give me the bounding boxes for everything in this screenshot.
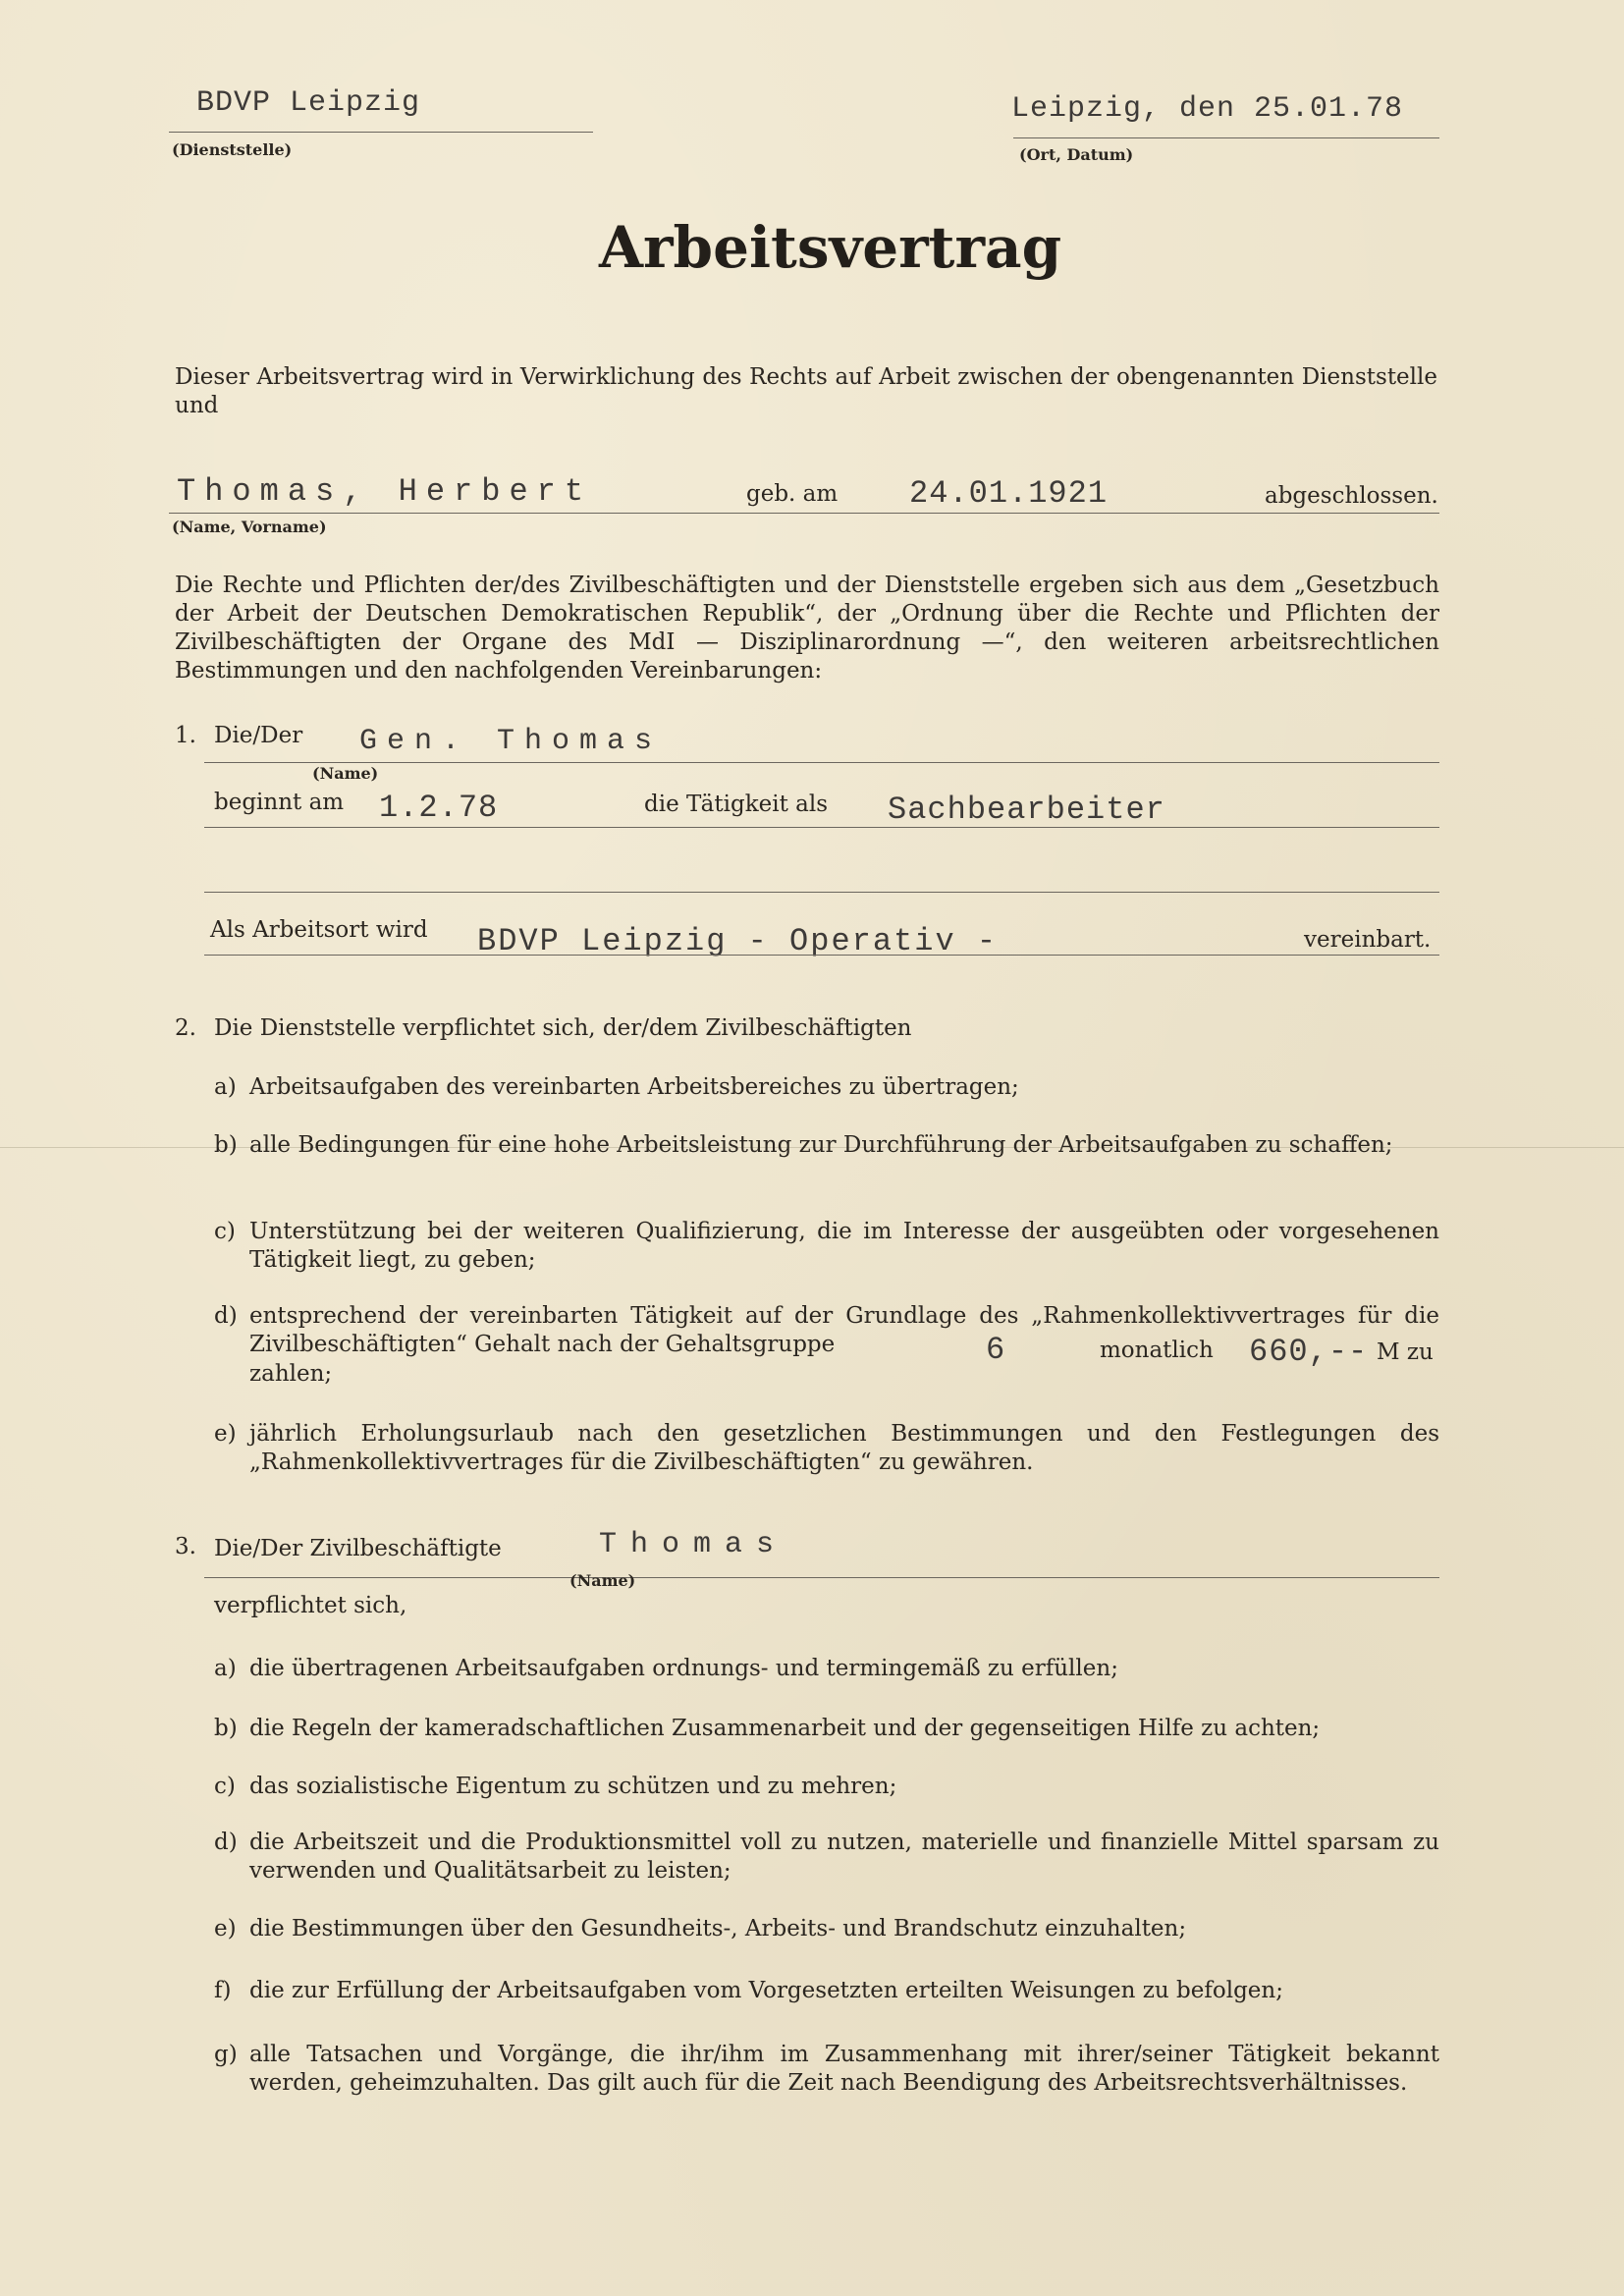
geb-label: geb. am [746, 481, 839, 507]
verpflichtet-text: verpflichtet sich, [214, 1593, 407, 1618]
arbeitsort-line [204, 955, 1439, 956]
vereinbart-text: vereinbart. [1304, 927, 1432, 953]
monatlich-text: monatlich [1100, 1338, 1214, 1363]
item-text: die zur Erfüllung der Arbeitsaufgaben vom Vorgesetzten erteilten Weisungen zu befolgen; [249, 1978, 1283, 2003]
item-text: die Arbeitszeit und die Produktionsmittel voll zu nutzen, materielle und finanzielle Mittel sparsam zu verwenden und Qualitätsarbeit zu leisten; [249, 1830, 1439, 1884]
document-title: Arbeitsvertrag [599, 214, 1062, 281]
section-3-number: 3. [175, 1534, 196, 1559]
arbeitsort-value: BDVP Leipzig - Operativ - [477, 923, 999, 959]
taetigkeit-value: Sachbearbeiter [888, 792, 1165, 828]
item-label: a) [214, 1074, 237, 1100]
section-2-heading: Die Dienststelle verpflichtet sich, der/dem Zivilbeschäftigten [214, 1015, 912, 1041]
intro-paragraph: Dieser Arbeitsvertrag wird in Verwirklichung des Rechts auf Arbeit zwischen der obengenannten Dienststelle und [175, 364, 1437, 418]
item-label: d) [214, 1830, 238, 1855]
item-label: e) [214, 1421, 237, 1447]
item-text: jährlich Erholungsurlaub nach den gesetzlichen Bestimmungen und den Festlegungen des „Rahmenkollektivvertrages für die Zivilbeschäftigten“ zu gewähren. [249, 1421, 1439, 1475]
item-text: die Regeln der kameradschaftlichen Zusammenarbeit und der gegenseitigen Hilfe zu achten; [249, 1716, 1321, 1741]
ort-datum-value: Leipzig, den 25.01.78 [1011, 92, 1404, 126]
item-text: alle Bedingungen für eine hohe Arbeitsleistung zur Durchführung der Arbeitsaufgaben zu schaffen; [249, 1132, 1393, 1158]
item-label: e) [214, 1916, 237, 1941]
rights-paragraph: Die Rechte und Pflichten der/des Zivilbeschäftigten und der Dienststelle ergeben sich aus dem „Gesetzbuch der Arbeit der Deutschen Demokratischen Republik“, der „Ordnung über die Rechte und Pflichten der Zivilbeschäftigten der Organe des MdI — Disziplinarordnung —“, den weiteren arbeitsrechtlichen Bestimmungen und den nachfolgenden Vereinbarungen: [175, 573, 1439, 683]
section-3-item-e [214, 1915, 1439, 1944]
beginnt-label: beginnt am [214, 790, 345, 815]
taetigkeit-label: die Tätigkeit als [644, 792, 829, 817]
item-text: die Bestimmungen über den Gesundheits-, Arbeits- und Brandschutz einzuhalten; [249, 1916, 1187, 1941]
arbeitsort-label: Als Arbeitsort wird [210, 917, 428, 943]
dienststelle-label: (Dienststelle) [172, 140, 293, 159]
item-label: d) [214, 1303, 238, 1329]
section-3-item-a [214, 1655, 1439, 1684]
party-line [169, 513, 1439, 514]
section-3-item-b [214, 1715, 1439, 1744]
section-2-number: 2. [175, 1015, 196, 1041]
item-label: a) [214, 1656, 237, 1681]
party-name-value: Thomas, Herbert [177, 473, 593, 510]
item-label: c) [214, 1219, 236, 1244]
section-2-item-e [214, 1420, 1439, 1479]
section-3-item-d [214, 1829, 1439, 1887]
party-name-label: (Name, Vorname) [172, 518, 327, 536]
dienststelle-value: BDVP Leipzig [196, 86, 421, 120]
item-label: b) [214, 1716, 238, 1741]
item-text: Arbeitsaufgaben des vereinbarten Arbeitsbereiches zu übertragen; [249, 1074, 1019, 1100]
section-3-heading: Die/Der Zivilbeschäftigte [214, 1536, 502, 1561]
item-label: f) [214, 1978, 232, 2003]
section-3-name-line [204, 1577, 1439, 1578]
section-3-item-c [214, 1773, 1439, 1802]
ort-datum-line [1013, 137, 1439, 138]
section-3-name-label: (Name) [569, 1571, 636, 1590]
ort-datum-label: (Ort, Datum) [1019, 145, 1134, 164]
abgeschlossen-text: abgeschlossen. [1265, 483, 1438, 509]
section-3-item-f [214, 1977, 1439, 2006]
gehaltsgruppe-value: 6 [986, 1332, 1006, 1368]
section-2-item-a [214, 1073, 1439, 1103]
taetigkeit-line [204, 827, 1439, 828]
beginnt-value: 1.2.78 [379, 790, 499, 826]
section-1-name-label: (Name) [312, 764, 379, 783]
m-zu-text: M zu [1377, 1339, 1434, 1365]
section-2-item-b [214, 1131, 1439, 1190]
geb-value: 24.01.1921 [909, 475, 1109, 512]
item-label: b) [214, 1132, 238, 1158]
betrag-value: 660,-- [1249, 1334, 1369, 1370]
item-label: c) [214, 1774, 236, 1799]
item-label: g) [214, 2042, 238, 2067]
section-2-item-c [214, 1218, 1439, 1277]
section-1-die-der: Die/Der [214, 723, 303, 748]
item-text: Unterstützung bei der weiteren Qualifizierung, die im Interesse der ausgeübten oder vorgesehenen Tätigkeit liegt, zu geben; [249, 1219, 1439, 1273]
dienststelle-line [169, 132, 593, 133]
section-3-item-g [214, 2041, 1439, 2129]
item-text: entsprechend der vereinbarten Tätigkeit auf der Grundlage des „Rahmenkollektivvertrages für die Zivilbeschäftigten“ Gehalt nach der Gehaltsgruppe [249, 1303, 1439, 1357]
item-text: alle Tatsachen und Vorgänge, die ihr/ihm im Zusammenhang mit ihrer/seiner Tätigkeit bekannt werden, geheimzuhalten. Das gilt auch für die Zeit nach Beendigung des Arbeitsrechtsverhältnisses. [249, 2042, 1439, 2096]
section-1-name-value: Gen. Thomas [359, 725, 663, 758]
zahlen-text: zahlen; [249, 1361, 333, 1387]
item-text: die übertragenen Arbeitsaufgaben ordnungs- und termingemäß zu erfüllen; [249, 1656, 1118, 1681]
taetigkeit-line-2 [204, 892, 1439, 893]
section-1-number: 1. [175, 723, 196, 748]
section-1-name-line [204, 762, 1439, 763]
item-text: das sozialistische Eigentum zu schützen und zu mehren; [249, 1774, 897, 1799]
section-3-name-value: Thomas [599, 1528, 788, 1561]
